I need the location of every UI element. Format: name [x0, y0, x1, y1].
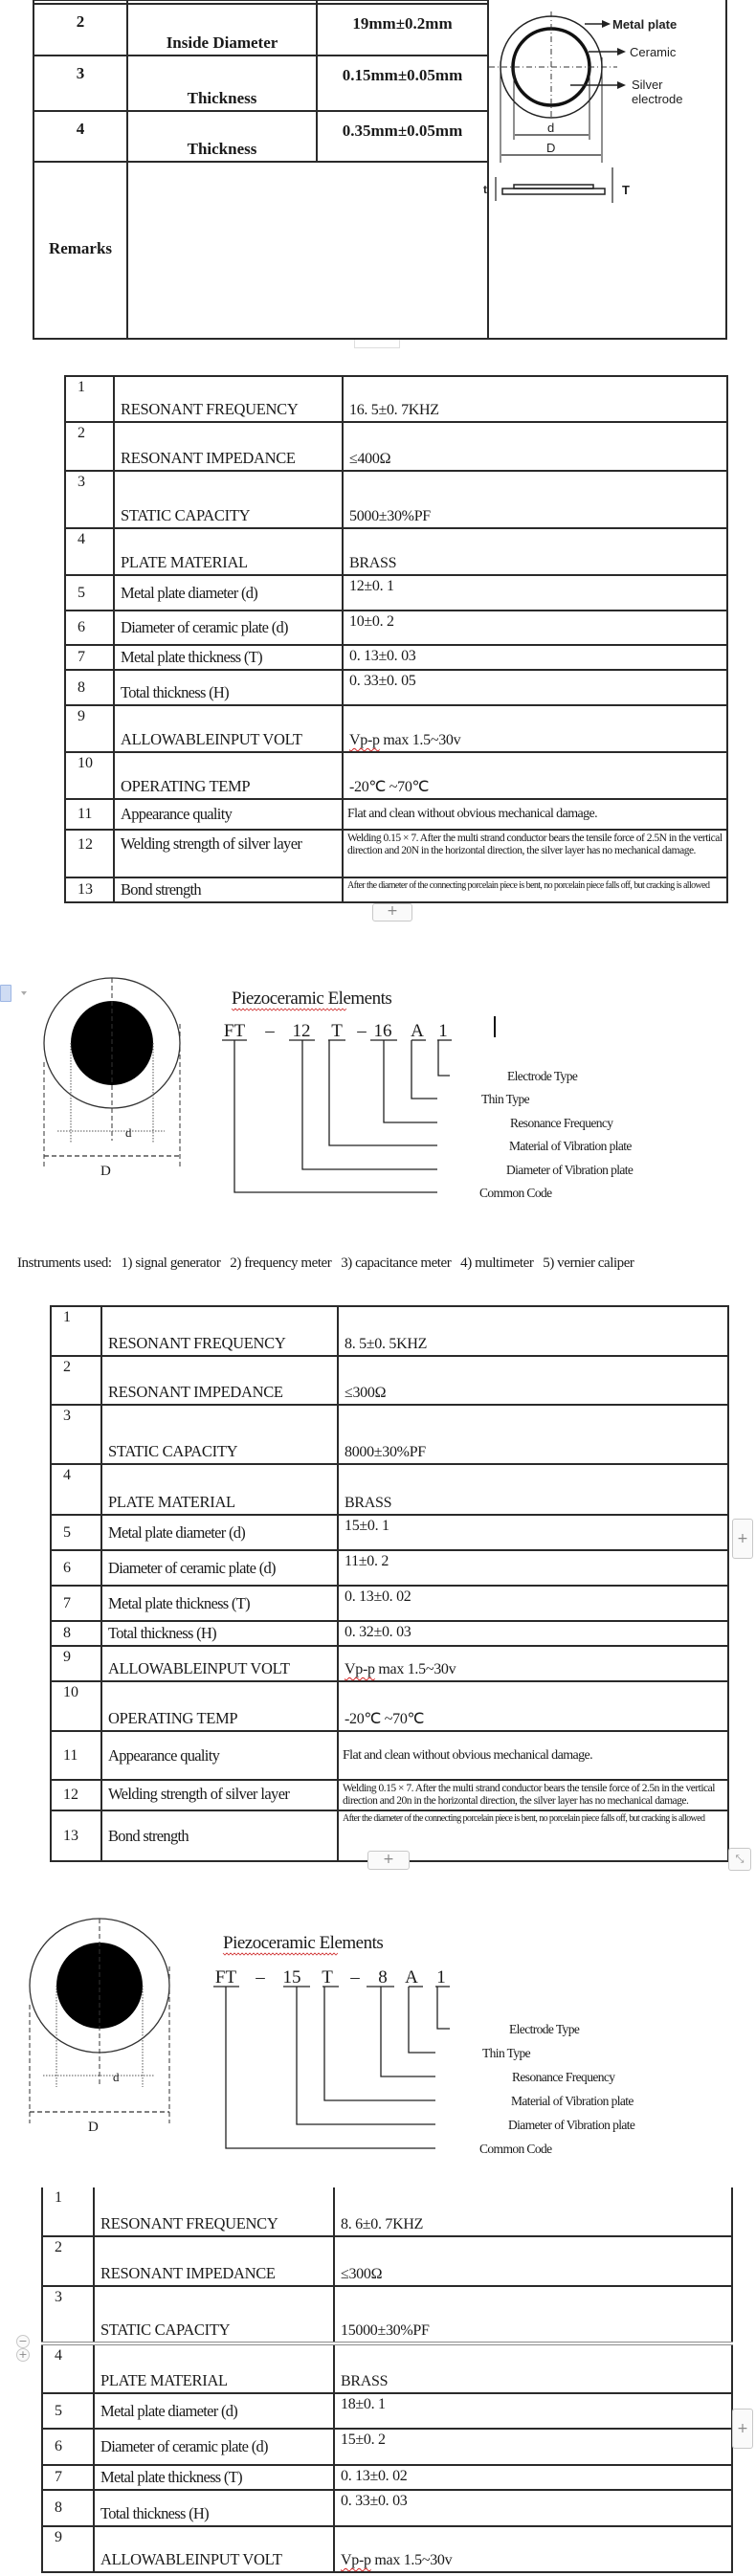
row-number: 4	[76, 120, 85, 138]
value-cell[interactable]	[334, 2465, 732, 2490]
code-segment: FT	[223, 1021, 246, 1041]
value-cell[interactable]	[343, 611, 727, 645]
value-cell[interactable]	[338, 1306, 728, 1356]
row-item: ALLOWABLEINPUT VOLT	[121, 730, 302, 748]
row-number: 8	[78, 678, 85, 696]
table-row	[42, 2343, 732, 2393]
row-item: Total thickness (H)	[100, 2504, 209, 2522]
row-item: PLATE MATERIAL	[108, 1493, 235, 1511]
value-cell[interactable]	[343, 471, 727, 528]
row-item: Diameter of ceramic plate (d)	[108, 1558, 276, 1577]
code-label-material: Material of Vibration plate	[511, 2094, 634, 2108]
row-item: RESONANT FREQUENCY	[108, 1334, 286, 1352]
value-cell[interactable]	[343, 799, 727, 830]
row-item: RESONANT IMPEDANCE	[121, 449, 296, 467]
t-thickness-label: t	[483, 183, 487, 196]
row-item: Thickness	[187, 140, 257, 158]
row-value: 18±0. 1	[341, 2396, 386, 2412]
row-number: 2	[76, 12, 85, 31]
spellcheck-word: Vp-p	[345, 1661, 375, 1677]
row-item: ALLOWABLEINPUT VOLT	[100, 2550, 282, 2568]
row-value: -20℃ ~70℃	[349, 779, 430, 795]
table-row	[65, 670, 727, 705]
code-label-thin: Thin Type	[482, 2046, 531, 2060]
row-value: Flat and clean without obvious mechanical damage.	[347, 807, 598, 821]
row-value: 8000±30%PF	[345, 1444, 426, 1460]
table-row	[65, 799, 727, 830]
D-dimension-label: D	[546, 141, 556, 155]
value-cell[interactable]	[343, 376, 727, 422]
value-cell[interactable]	[338, 1780, 728, 1810]
D-dimension-label: D	[100, 1164, 111, 1179]
row-value: 19mm±0.2mm	[352, 14, 453, 33]
code-label-common: Common Code	[479, 2142, 552, 2156]
spec-table-2	[50, 1305, 729, 1862]
code-label-electrode: Electrode Type	[509, 2022, 580, 2036]
code-segment: –	[350, 1967, 360, 1988]
row-number: 7	[63, 1594, 71, 1611]
code-segment: –	[357, 1021, 367, 1041]
add-column-button[interactable]	[732, 1519, 753, 1559]
table-row	[42, 2236, 732, 2286]
row-number: 11	[63, 1746, 78, 1764]
spellcheck-word: Vp-p	[349, 732, 380, 748]
row-value: 5000±30%PF	[349, 508, 431, 524]
row-value	[341, 2552, 452, 2569]
row-value: 0. 33±0. 03	[341, 2493, 408, 2509]
row-item: Inside Diameter	[166, 33, 278, 52]
row-value: 11±0. 2	[345, 1553, 389, 1569]
row-value: BRASS	[349, 555, 397, 571]
table-row	[65, 575, 727, 611]
table-row	[42, 2286, 732, 2343]
arrow-icon	[602, 20, 611, 28]
row-item: Appearance quality	[108, 1745, 220, 1765]
value-cell[interactable]	[338, 1550, 728, 1586]
code-connector-line	[411, 1040, 437, 1099]
row-value: After the diameter of the connecting porcelain piece is bent, no porcelain piece falls off, but cracking is allowed	[347, 880, 710, 891]
D-dimension-label: D	[88, 2120, 99, 2135]
code-segment: –	[265, 1021, 275, 1041]
table-row	[42, 2490, 732, 2526]
code-segment: 8	[378, 1967, 388, 1988]
plus-icon: +	[387, 903, 398, 919]
row-number: 6	[55, 2438, 62, 2454]
row-number: 13	[78, 881, 93, 898]
row-item: ALLOWABLEINPUT VOLT	[108, 1659, 290, 1677]
value-cell[interactable]	[338, 1621, 728, 1646]
piezo-code-diagram-2	[0, 1904, 756, 2163]
piezo-dimension-diagram	[483, 0, 725, 335]
add-row-button[interactable]	[367, 1851, 410, 1870]
spec-table-3	[41, 2187, 733, 2573]
row-value: 0.35mm±0.05mm	[342, 122, 463, 140]
value-cell[interactable]	[343, 705, 727, 752]
row-number: 1	[63, 1309, 71, 1325]
value-cell[interactable]	[338, 1586, 728, 1621]
value-cell[interactable]	[334, 2236, 732, 2286]
spec-table-1	[64, 375, 728, 903]
silver-electrode-label: Silver	[632, 78, 663, 92]
code-label-diameter: Diameter of Vibration plate	[506, 1163, 634, 1177]
row-value: Flat and clean without obvious mechanical damage.	[343, 1747, 593, 1763]
row-value: 0. 13±0. 03	[349, 648, 416, 664]
row-value: 15000±30%PF	[341, 2322, 430, 2339]
code-label-thin: Thin Type	[481, 1092, 530, 1106]
collapse-row-button[interactable]	[16, 2335, 30, 2348]
table-row	[51, 1646, 728, 1681]
row-number: 8	[55, 2499, 62, 2516]
value-cell[interactable]	[338, 1464, 728, 1515]
row-value-rest: max 1.5~30v	[374, 1661, 456, 1677]
ceramic-disc	[56, 1943, 143, 2029]
row-number: 2	[63, 1359, 71, 1375]
table-row	[65, 877, 727, 902]
code-segment: A	[405, 1967, 418, 1988]
row-value: 15±0. 1	[345, 1518, 389, 1534]
insert-row-button[interactable]	[16, 2348, 30, 2362]
row-number: 2	[78, 425, 85, 441]
d-dimension-label: d	[113, 2070, 120, 2084]
remarks-label: Remarks	[48, 239, 113, 257]
code-segment: T	[331, 1021, 343, 1041]
code-connector-line	[302, 1040, 437, 1169]
table-row	[65, 611, 727, 645]
ceramic-label: Ceramic	[630, 45, 677, 59]
plus-icon: +	[737, 1531, 748, 1546]
row-value: 8. 6±0. 7KHZ	[341, 2216, 424, 2232]
spellcheck-underline	[232, 1009, 346, 1010]
table-resize-handle[interactable]	[728, 1848, 751, 1871]
value-cell[interactable]	[334, 2286, 732, 2343]
code-label-common: Common Code	[479, 1186, 552, 1200]
row-number: 4	[63, 1467, 71, 1483]
row-value: 15±0. 2	[341, 2432, 386, 2448]
row-item: Bond strength	[108, 1826, 189, 1845]
table-row	[42, 2526, 732, 2572]
row-number: 3	[63, 1408, 71, 1424]
row-number: 3	[78, 474, 85, 490]
row-number: 5	[55, 2402, 62, 2419]
table-row	[65, 752, 727, 799]
value-cell[interactable]	[343, 575, 727, 611]
row-number: 6	[78, 619, 85, 635]
value-cell[interactable]	[334, 2526, 732, 2572]
row-item: RESONANT IMPEDANCE	[100, 2264, 276, 2282]
row-item: PLATE MATERIAL	[121, 553, 248, 571]
row-item: Appearance quality	[121, 805, 233, 823]
code-label-electrode: Electrode Type	[507, 1069, 578, 1083]
row-item: Welding strength of silver layer	[108, 1785, 290, 1803]
table-row	[51, 1681, 728, 1731]
row-item: OPERATING TEMP	[108, 1709, 238, 1727]
code-label-resonance: Resonance Frequency	[512, 2070, 615, 2084]
row-value: 0. 32±0. 03	[345, 1624, 411, 1640]
resize-icon: ⤡	[735, 1853, 745, 1865]
value-cell[interactable]	[338, 1681, 728, 1731]
table-row	[51, 1306, 728, 1356]
table-row	[65, 471, 727, 528]
row-item: Metal plate diameter (d)	[108, 1522, 246, 1542]
table-row	[51, 1731, 728, 1780]
table-row	[65, 830, 727, 877]
row-value: Welding 0.15 × 7. After the multi strand conductor bears the tensile force of 2.5n in the vertical direction and 20n in the horizontal direction, the silver layer has no mechanical damage.	[343, 1783, 715, 1807]
row-value-rest: max 1.5~30v	[370, 2552, 453, 2568]
d-dimension-label: d	[125, 1125, 132, 1140]
row-number: 8	[63, 1625, 71, 1641]
row-item: Thickness	[187, 89, 257, 107]
minus-icon: −	[18, 2335, 28, 2347]
dimension-diagram-cell	[483, 0, 726, 339]
value-cell[interactable]	[338, 1356, 728, 1405]
table-row	[65, 705, 727, 752]
code-segment: 1	[436, 1967, 446, 1988]
value-cell[interactable]	[343, 422, 727, 471]
plus-icon: +	[737, 2421, 748, 2436]
row-value: 0. 13±0. 02	[341, 2468, 408, 2484]
row-value: -20℃ ~70℃	[345, 1711, 425, 1727]
row-item: Metal plate diameter (d)	[100, 2401, 238, 2420]
value-cell[interactable]	[343, 645, 727, 670]
value-cell[interactable]	[338, 1646, 728, 1681]
code-segment: –	[256, 1967, 265, 1988]
table-row	[65, 645, 727, 670]
row-number: 10	[78, 755, 93, 771]
value-cell[interactable]	[343, 528, 727, 575]
ceramic-profile	[514, 185, 593, 189]
row-value: 16. 5±0. 7KHZ	[349, 402, 439, 418]
value-cell[interactable]	[334, 2393, 732, 2429]
value-cell[interactable]	[334, 2429, 732, 2465]
code-label-diameter: Diameter of Vibration plate	[508, 2118, 635, 2132]
T-thickness-label: T	[622, 183, 630, 197]
table-row	[51, 1515, 728, 1550]
table-row	[51, 1780, 728, 1810]
diagram-title: Piezoceramic Elements	[232, 988, 392, 1009]
table-add-row-handle[interactable]	[354, 340, 400, 348]
table-row	[65, 528, 727, 575]
row-number: 3	[55, 2289, 62, 2305]
instruments-used-text: Instruments used: 1) signal generator 2) frequency meter 3) capacitance meter 4) multimeter 5) vernier caliper	[17, 1255, 634, 1271]
metal-plate-profile	[502, 189, 605, 194]
text-cursor	[494, 1016, 496, 1037]
row-item: STATIC CAPACITY	[100, 2321, 231, 2339]
value-cell[interactable]	[343, 670, 727, 705]
row-number: 3	[76, 64, 85, 82]
spellcheck-underline	[223, 1953, 338, 1955]
code-label-resonance: Resonance Frequency	[510, 1116, 613, 1130]
arrow-icon	[617, 48, 626, 56]
diagram-title: Piezoceramic Elements	[223, 1933, 384, 1953]
table-row	[42, 2465, 732, 2490]
code-connector-line	[409, 1987, 435, 2053]
row-item: Diameter of ceramic plate (d)	[100, 2437, 268, 2455]
code-connector-line	[384, 1040, 437, 1122]
table-row	[51, 1464, 728, 1515]
value-cell[interactable]	[334, 2187, 732, 2236]
code-segment: A	[411, 1021, 424, 1041]
row-value: 0. 33±0. 05	[349, 673, 416, 689]
row-number: 9	[55, 2529, 62, 2545]
row-item: RESONANT IMPEDANCE	[108, 1383, 283, 1401]
row-value: BRASS	[345, 1495, 392, 1511]
row-number: 4	[78, 531, 85, 547]
code-segment: 12	[292, 1021, 311, 1041]
code-segment: 16	[373, 1021, 392, 1041]
silver-electrode-label-line2: electrode	[632, 92, 683, 106]
metal-plate-label: Metal plate	[612, 17, 678, 32]
row-item: PLATE MATERIAL	[100, 2371, 228, 2389]
row-value	[345, 1661, 456, 1678]
row-item: OPERATING TEMP	[121, 777, 251, 795]
row-item: Metal plate thickness (T)	[121, 648, 262, 666]
arrow-icon	[617, 81, 626, 89]
code-segment: 15	[282, 1967, 301, 1988]
table-row	[51, 1405, 728, 1464]
piezo-code-diagram-1	[0, 947, 756, 1206]
table-row	[51, 1550, 728, 1586]
row-item: STATIC CAPACITY	[108, 1442, 238, 1460]
row-number: 1	[78, 379, 85, 395]
code-segment: T	[322, 1967, 333, 1988]
row-number: 7	[55, 2469, 62, 2485]
table-row	[42, 2187, 732, 2236]
table-row	[51, 1586, 728, 1621]
row-item: Metal plate thickness (T)	[108, 1593, 250, 1612]
plus-icon: +	[383, 1852, 394, 1867]
row-number: 9	[63, 1649, 71, 1665]
row-number: 9	[78, 708, 85, 724]
row-number: 5	[63, 1523, 71, 1541]
code-segment: 1	[438, 1021, 448, 1041]
row-value: 10±0. 2	[349, 613, 394, 630]
row-item: Welding strength of silver layer	[121, 834, 302, 853]
row-item: Total thickness (H)	[121, 683, 229, 701]
remarks-cell[interactable]	[127, 162, 488, 339]
table-row	[51, 1621, 728, 1646]
row-item: Metal plate thickness (T)	[100, 2468, 242, 2486]
code-connector-line	[437, 1987, 450, 2029]
value-cell[interactable]	[338, 1731, 728, 1780]
value-cell[interactable]	[334, 2343, 732, 2393]
spellcheck-word: Vp-p	[341, 2552, 371, 2568]
row-value: BRASS	[341, 2373, 389, 2389]
table-row	[65, 422, 727, 471]
value-cell[interactable]	[343, 830, 727, 877]
code-connector-line	[297, 1987, 435, 2124]
row-value: 8. 5±0. 5KHZ	[345, 1336, 428, 1352]
table-row	[42, 2429, 732, 2465]
row-value: 0.15mm±0.05mm	[342, 66, 463, 84]
value-cell[interactable]	[343, 752, 727, 799]
row-value: 12±0. 1	[349, 578, 394, 594]
row-value: ≤400Ω	[349, 451, 391, 467]
row-number: 6	[63, 1559, 71, 1576]
row-value	[349, 732, 460, 749]
row-value-rest: max 1.5~30v	[379, 732, 461, 748]
value-cell[interactable]	[338, 1405, 728, 1464]
row-number: 2	[55, 2239, 62, 2255]
plus-circle-icon: +	[18, 2348, 28, 2361]
row-value: Welding 0.15 × 7. After the multi strand conductor bears the tensile force of 2.5N in the vertical direction and 20N in the horizontal direction, the silver layer has no mechanical damage.	[347, 833, 723, 856]
row-value: After the diameter of the connecting porcelain piece is bent, no porcelain piece falls off, but cracking is allowed	[343, 1813, 705, 1824]
table-row	[65, 376, 727, 422]
code-label-material: Material of Vibration plate	[509, 1139, 632, 1153]
add-row-button[interactable]	[372, 903, 412, 922]
row-value: 0. 13±0. 02	[345, 1588, 411, 1605]
row-item: Total thickness (H)	[108, 1624, 216, 1642]
row-number: 5	[78, 584, 85, 601]
code-connector-line	[438, 1040, 450, 1076]
row-item: RESONANT FREQUENCY	[100, 2214, 278, 2232]
row-item: RESONANT FREQUENCY	[121, 400, 299, 418]
row-number: 10	[63, 1684, 78, 1700]
row-value: ≤300Ω	[341, 2266, 383, 2282]
row-item: Diameter of ceramic plate (d)	[121, 618, 288, 636]
dimension-table	[33, 0, 727, 340]
row-item: STATIC CAPACITY	[121, 506, 251, 524]
code-segment: FT	[214, 1967, 237, 1988]
code-connector-line	[324, 1987, 435, 2100]
d-dimension-label: d	[547, 121, 555, 135]
value-cell[interactable]	[338, 1515, 728, 1550]
value-cell[interactable]	[334, 2490, 732, 2526]
row-item: Bond strength	[121, 880, 201, 899]
row-number: 1	[55, 2189, 62, 2206]
value-cell[interactable]	[343, 877, 727, 902]
add-column-button[interactable]	[732, 2409, 753, 2449]
table-row	[42, 2393, 732, 2429]
table-row	[51, 1356, 728, 1405]
row-item: Metal plate diameter (d)	[121, 583, 258, 602]
row-value: ≤300Ω	[345, 1385, 387, 1401]
row-number: 13	[63, 1827, 78, 1844]
row-number: 11	[78, 806, 93, 822]
row-number: 4	[55, 2347, 62, 2364]
row-number: 7	[78, 649, 85, 665]
row-number: 12	[78, 836, 93, 853]
row-number: 12	[63, 1787, 78, 1803]
